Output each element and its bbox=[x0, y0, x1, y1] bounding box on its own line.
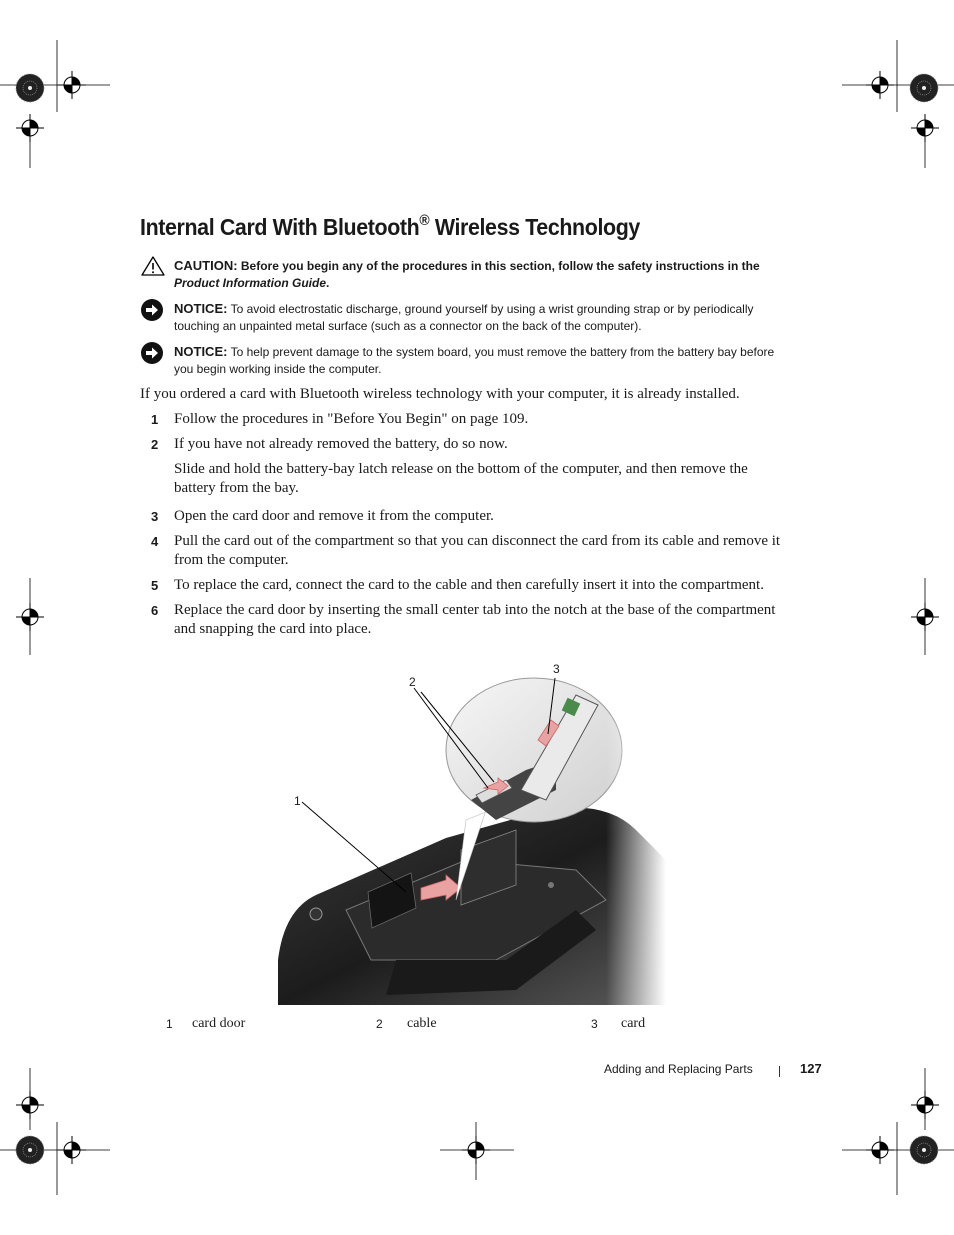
step-number: 1 bbox=[151, 412, 159, 427]
legend-number: 1 bbox=[166, 1017, 173, 1031]
step-number: 2 bbox=[151, 437, 159, 452]
step-text: To replace the card, connect the card to the cable and then carefully insert it into the compartment. bbox=[174, 577, 764, 593]
step-number: 4 bbox=[151, 534, 159, 549]
footer-section-title: Adding and Replacing Parts bbox=[604, 1062, 753, 1076]
notice-note-1: NOTICE: To avoid electrostatic discharge, ground yourself by using a wrist grounding strap or by periodically touching an unpainted metal surface (such as a connector on the back of the computer). bbox=[174, 301, 754, 333]
caution-label: CAUTION: bbox=[174, 258, 238, 273]
page-title: Internal Card With Bluetooth® Wireless Technology bbox=[140, 212, 640, 240]
callout-3: 3 bbox=[553, 662, 560, 676]
legend-number: 2 bbox=[376, 1017, 383, 1031]
step-number: 5 bbox=[151, 578, 159, 593]
footer-divider bbox=[779, 1066, 780, 1077]
callout-1: 1 bbox=[294, 794, 301, 808]
product-info-guide: Product Information Guide bbox=[174, 275, 326, 290]
notice-icon bbox=[140, 298, 164, 322]
step-text: Follow the procedures in "Before You Begin" on page 109. bbox=[174, 411, 529, 427]
step-text: Pull the card out of the compartment so that you can disconnect the card from its cable and remove it from the computer. bbox=[174, 533, 781, 568]
step-text: If you have not already removed the battery, do so now. bbox=[174, 436, 508, 452]
step-text: Open the card door and remove it from the computer. bbox=[174, 508, 494, 524]
notice-note-2: NOTICE: To help prevent damage to the system board, you must remove the battery from the battery bay before you begin working inside the computer. bbox=[174, 344, 775, 376]
notice-label: NOTICE: bbox=[174, 301, 228, 316]
step-number: 3 bbox=[151, 509, 159, 524]
legend-label: card door bbox=[192, 1016, 246, 1031]
notice-icon bbox=[140, 341, 164, 365]
step-subparagraph: Slide and hold the battery-bay latch release on the bottom of the computer, and then remove the battery from the bay. bbox=[174, 461, 748, 496]
callout-2: 2 bbox=[409, 675, 416, 689]
step-number: 6 bbox=[151, 603, 159, 618]
legend-number: 3 bbox=[591, 1017, 598, 1031]
step-text: Replace the card door by inserting the small center tab into the notch at the base of the compartment and snapping the card into place. bbox=[174, 602, 776, 637]
caution-note: CAUTION: Before you begin any of the procedures in this section, follow the safety instructions in the Product Information Guide. bbox=[174, 258, 760, 290]
page-number: 127 bbox=[800, 1061, 822, 1076]
caution-icon bbox=[140, 255, 166, 277]
bluetooth-card-illustration bbox=[276, 660, 666, 1005]
registered-mark: ® bbox=[419, 212, 430, 229]
intro-paragraph: If you ordered a card with Bluetooth wireless technology with your computer, it is already installed. bbox=[140, 386, 740, 402]
legend-label: cable bbox=[407, 1016, 437, 1031]
notice-label: NOTICE: bbox=[174, 344, 228, 359]
legend-label: card bbox=[621, 1016, 646, 1031]
